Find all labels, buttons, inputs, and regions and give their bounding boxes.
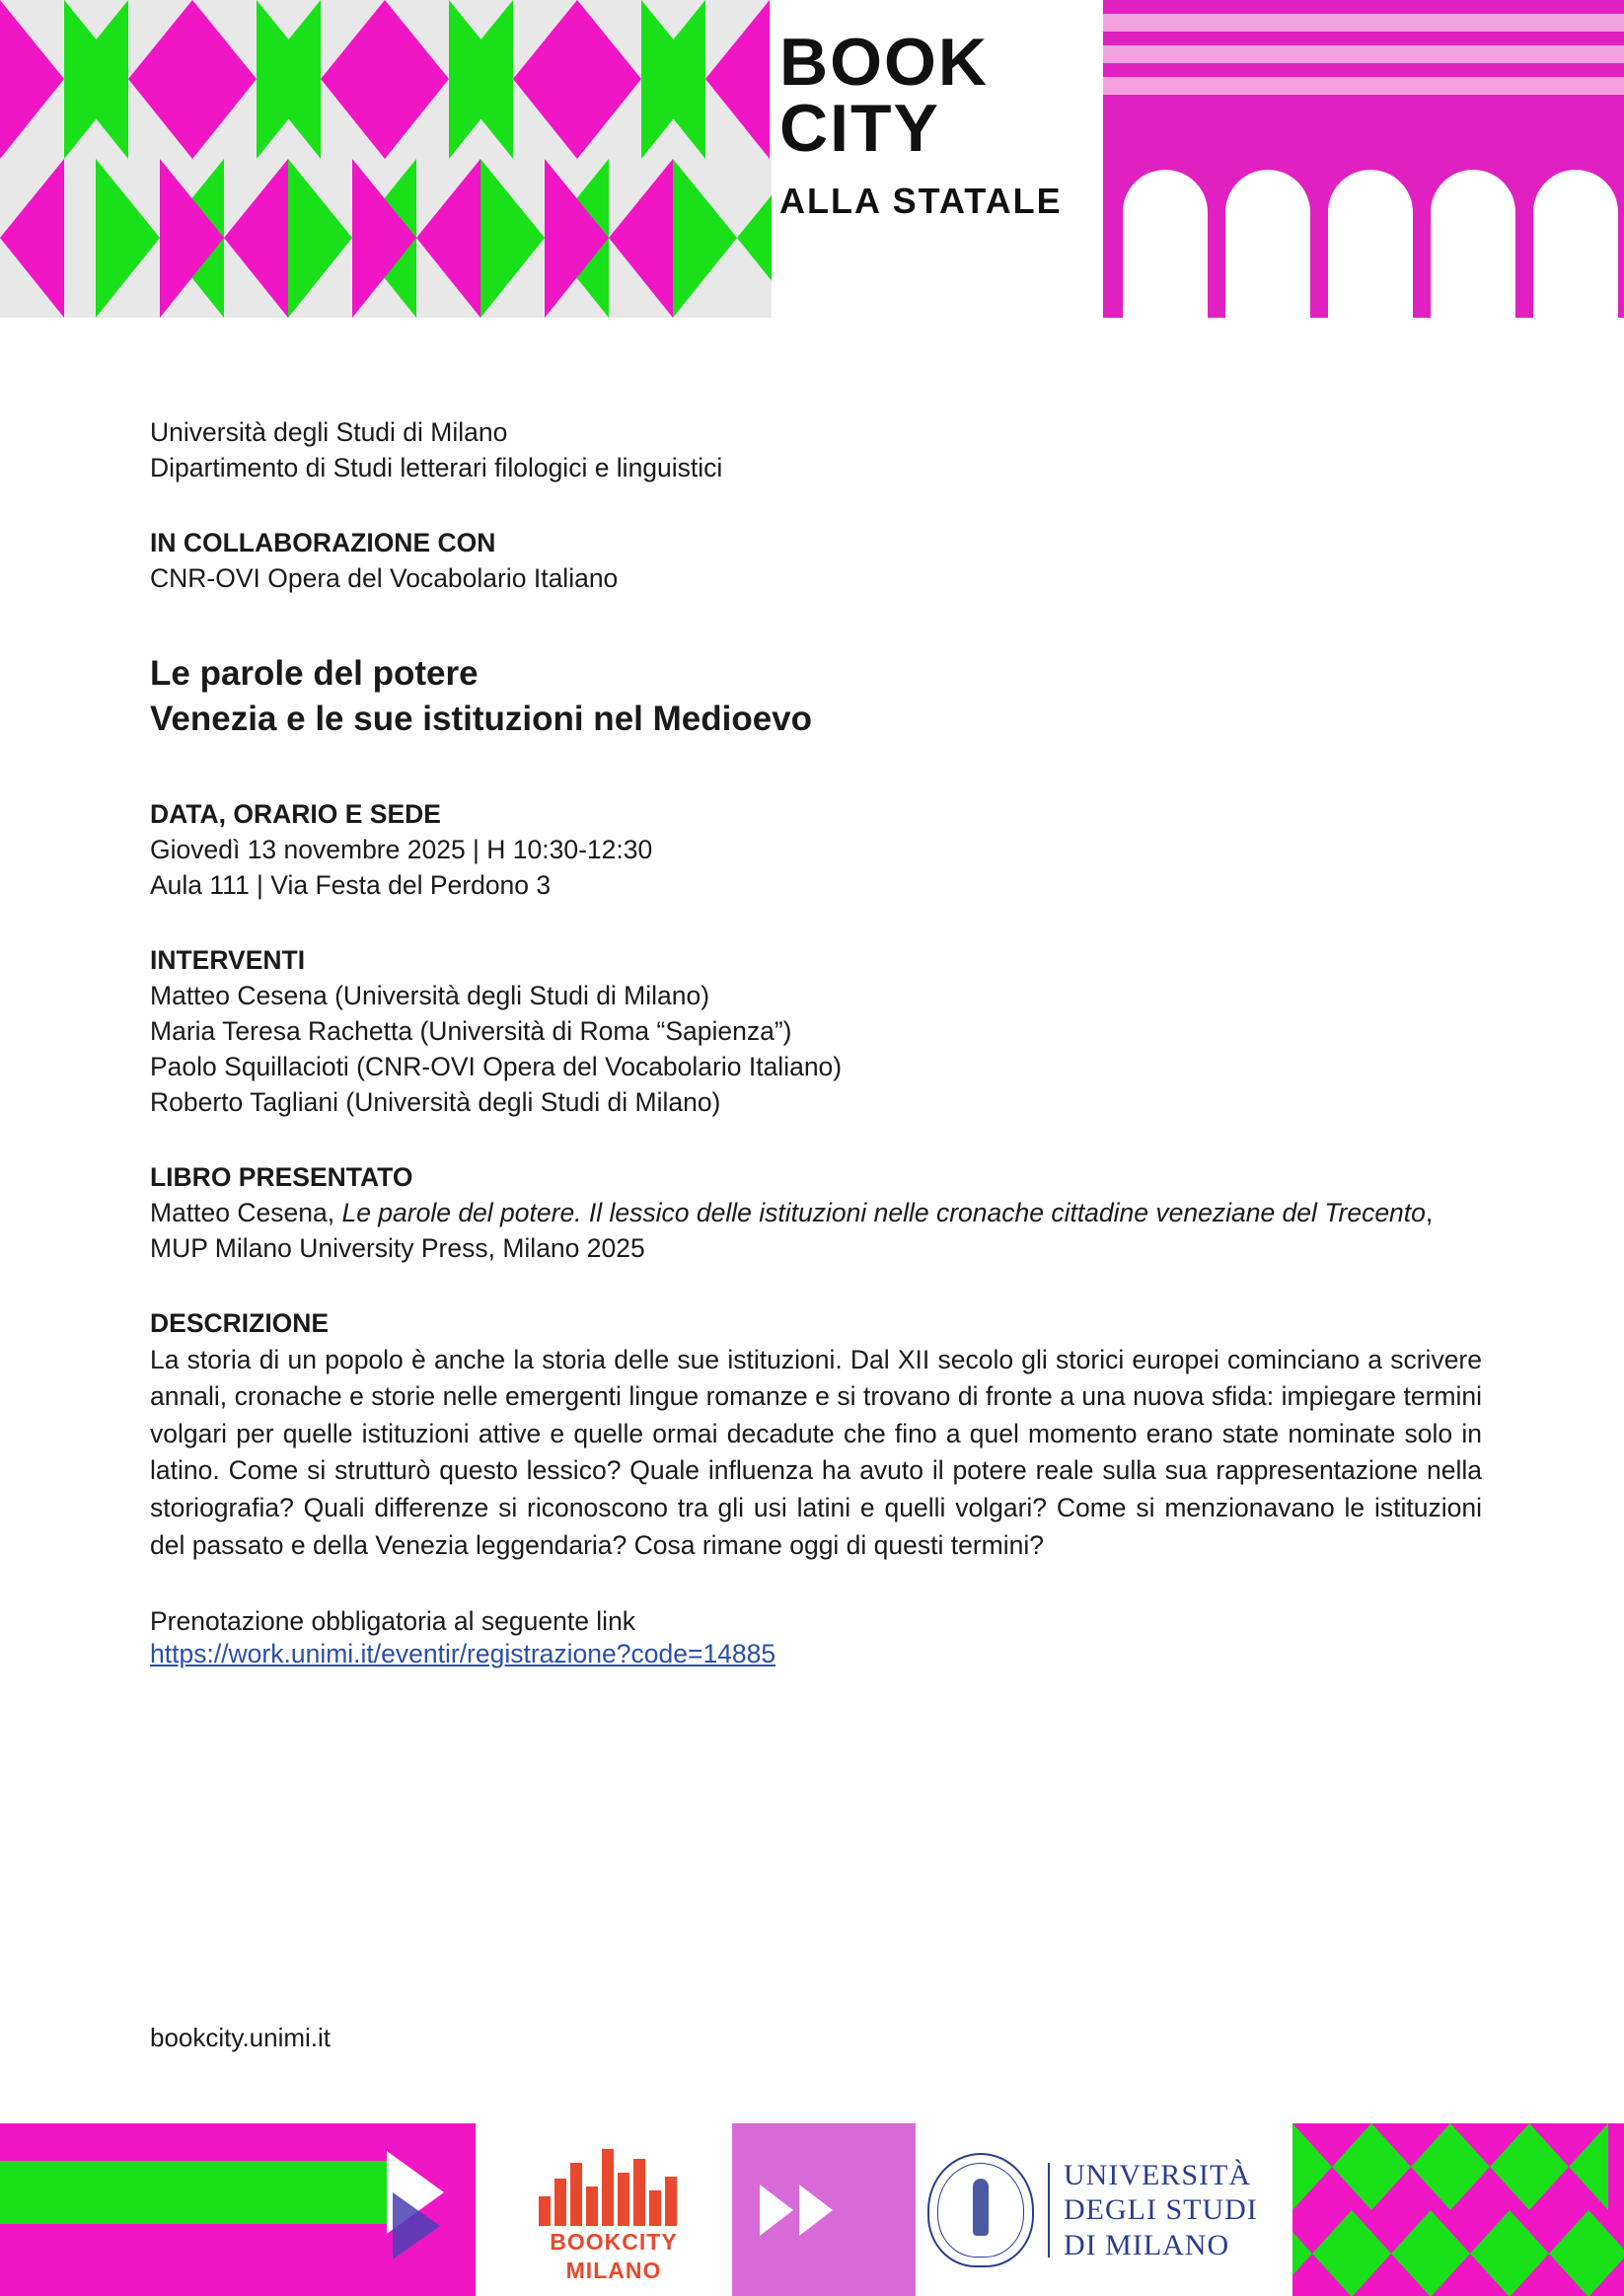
poster-content: [150, 414, 1482, 1669]
pattern-shape: [641, 0, 705, 159]
pattern-shape: [1391, 2210, 1431, 2296]
skyline-bar: [586, 2186, 598, 2226]
spacer: [150, 1266, 1482, 1305]
book-heading: LIBRO PRESENTATO: [150, 1162, 413, 1193]
pattern-shape: [352, 159, 416, 318]
spacer: [150, 741, 1482, 796]
pattern-shape: [1549, 2210, 1588, 2296]
bookcity-label-line-1: BOOKCITY: [550, 2229, 678, 2255]
speaker-item: Paolo Squillacioti (CNR-OVI Opera del Vocabolario Italiano): [150, 1052, 843, 1082]
skyline-bar: [602, 2149, 614, 2226]
pattern-shape: [705, 0, 770, 159]
skyline-bar: [554, 2179, 566, 2226]
arch-shape: [1123, 170, 1208, 318]
pattern-shape: [1470, 2210, 1510, 2296]
organizer-line-2: Dipartimento di Studi letterari filologici e linguistici: [150, 453, 723, 483]
pattern-shape: [1510, 2210, 1549, 2296]
pattern-shape: [1332, 2123, 1371, 2210]
arch-shape: [1431, 170, 1515, 318]
pattern-shape: [321, 0, 385, 159]
pattern-shape: [1450, 2123, 1490, 2210]
spacer: [150, 485, 1482, 525]
skyline-bar: [618, 2173, 629, 2226]
arch-stripe: [1103, 45, 1624, 63]
datetime-line-1: Giovedì 13 novembre 2025 | H 10:30-12:30: [150, 835, 653, 865]
pattern-shape: [513, 0, 577, 159]
brand-line-city: CITY: [779, 90, 940, 166]
organizer-line-1: Università degli Studi di Milano: [150, 417, 508, 447]
book-publisher: , MUP Milano University Press, Milano 2025: [150, 1198, 1434, 1264]
spacer: [150, 596, 1482, 651]
unimi-line-1: UNIVERSITÀ: [1064, 2158, 1251, 2191]
pattern-shape: [737, 159, 772, 318]
poster-header: [0, 0, 1624, 318]
pattern-shape: [416, 159, 480, 318]
header-diamond-pattern: [0, 0, 772, 318]
pattern-shape: [0, 159, 64, 318]
book-reference: [150, 1195, 1482, 1266]
pattern-shape: [1292, 2210, 1312, 2296]
pattern-shape: [0, 0, 64, 159]
arch-shape: [1225, 170, 1310, 318]
bookcity-label-line-2: MILANO: [565, 2258, 662, 2284]
logo-divider: [1048, 2163, 1050, 2258]
spacer: [150, 903, 1482, 942]
skyline-bar: [665, 2177, 677, 2226]
pattern-shape: [128, 0, 192, 159]
event-title-line-1: Le parole del potere: [150, 654, 479, 694]
unimi-line-2: DEGLI STUDI: [1064, 2193, 1258, 2227]
book-author: Matteo Cesena,: [150, 1198, 342, 1228]
pattern-shape: [257, 0, 321, 159]
speaker-item: Maria Teresa Rachetta (Università di Roma “Sapienza”): [150, 1016, 792, 1047]
description-body: La storia di un popolo è anche la storia delle sue istituzioni. Dal XII secolo gli storici europei cominciano a scrivere annali, cronache e storie nelle emergenti lingue romanze e si trovano di fronte a una nuova sfida: impiegare termini volgari per quelle istituzioni attive e quelle ormai decadute che fino a quel momento erano state nominate solo in latino. Come si strutturò questo lessico? Quale influenza ha avuto il potere reale sulla sua rappresentazione nella storiografia? Quali differenze si riconoscono tra gli usi latini e quelli volgari? Come si menzionavano le istituzioni del passato e della Venezia leggendaria? Cosa rimane oggi di questi termini?: [150, 1344, 1482, 1560]
speakers-heading: INTERVENTI: [150, 945, 306, 976]
pattern-shape: [609, 159, 673, 318]
bookcity-logotype: [779, 25, 1105, 222]
skyline-bar: [649, 2190, 661, 2226]
brand-line-book: BOOK: [779, 25, 989, 100]
spacer: [150, 1564, 1482, 1603]
pattern-shape: [1292, 2123, 1332, 2210]
event-title-line-2: Venezia e le sue istituzioni nel Medioevo: [150, 699, 813, 738]
spacer: [150, 1120, 1482, 1159]
brand-subtitle: ALLA STATALE: [779, 181, 1063, 222]
pattern-shape: [1431, 2210, 1470, 2296]
datetime-heading: DATA, ORARIO E SEDE: [150, 799, 441, 830]
chevron-right-icon: [760, 2185, 793, 2236]
diamond-row-1: [0, 0, 772, 159]
pattern-shape: [224, 159, 288, 318]
diamond-row-2: [0, 159, 772, 318]
double-chevron-icon: [760, 2185, 833, 2236]
pattern-shape: [1569, 2123, 1608, 2210]
pattern-shape: [385, 0, 449, 159]
pattern-shape: [1529, 2123, 1569, 2210]
unimi-line-3: DI MILANO: [1064, 2228, 1230, 2261]
footer-diamond-pattern: [1292, 2123, 1624, 2296]
pattern-shape: [480, 159, 545, 318]
website-text: bookcity.unimi.it: [150, 2023, 332, 2052]
book-title: Le parole del potere. Il lessico delle istituzioni nelle cronache cittadine veneziane del Trecento: [341, 1198, 1426, 1228]
datetime-line-2: Aula 111 | Via Festa del Perdono 3: [150, 870, 552, 901]
arch-shape: [1533, 170, 1618, 318]
poster-footer: [0, 2123, 1624, 2296]
booking-link[interactable]: https://work.unimi.it/eventir/registrazione?code=14885: [150, 1639, 776, 1669]
pattern-shape: [1490, 2123, 1529, 2210]
pattern-shape: [673, 159, 737, 318]
speaker-item: Matteo Cesena (Università degli Studi di Milano): [150, 981, 710, 1011]
pattern-shape: [64, 0, 128, 159]
skyline-icon: [535, 2141, 693, 2226]
pattern-shape: [192, 0, 257, 159]
collaboration-heading: IN COLLABORAZIONE CON: [150, 528, 496, 558]
booking-text: Prenotazione obbligatoria al seguente link: [150, 1606, 636, 1637]
pattern-shape: [577, 0, 641, 159]
unimi-logo: [927, 2141, 1283, 2279]
skyline-bar: [539, 2196, 551, 2226]
pattern-shape: [1312, 2210, 1352, 2296]
unimi-seal-icon: [927, 2153, 1034, 2267]
header-arches-graphic: [1103, 0, 1624, 318]
footer-arrows-block: [732, 2123, 916, 2296]
bookcity-milano-logo: [505, 2141, 722, 2289]
pattern-shape: [288, 159, 352, 318]
arch-shape: [1328, 170, 1413, 318]
pattern-shape: [1411, 2123, 1450, 2210]
pattern-shape: [1371, 2123, 1411, 2210]
unimi-wordmark: [1064, 2158, 1258, 2262]
seal-figure: [973, 2179, 989, 2236]
chevron-right-icon: [799, 2185, 833, 2236]
collaboration-body: CNR-OVI Opera del Vocabolario Italiano: [150, 563, 619, 594]
pattern-shape: [1352, 2210, 1391, 2296]
pattern-shape: [449, 0, 513, 159]
pattern-shape: [545, 159, 609, 318]
description-heading: DESCRIZIONE: [150, 1308, 330, 1339]
skyline-bar: [570, 2163, 582, 2226]
arch-stripe: [1103, 14, 1624, 32]
footer-play-block: [0, 2123, 476, 2296]
footer-green-bar: [0, 2161, 395, 2224]
skyline-bar: [633, 2159, 645, 2226]
pattern-shape: [1588, 2210, 1624, 2296]
play-triangle-secondary-icon: [393, 2192, 440, 2259]
speaker-item: Roberto Tagliani (Università degli Studi di Milano): [150, 1087, 721, 1118]
pattern-shape: [160, 159, 224, 318]
pattern-shape: [96, 159, 160, 318]
arch-stripe: [1103, 77, 1624, 95]
